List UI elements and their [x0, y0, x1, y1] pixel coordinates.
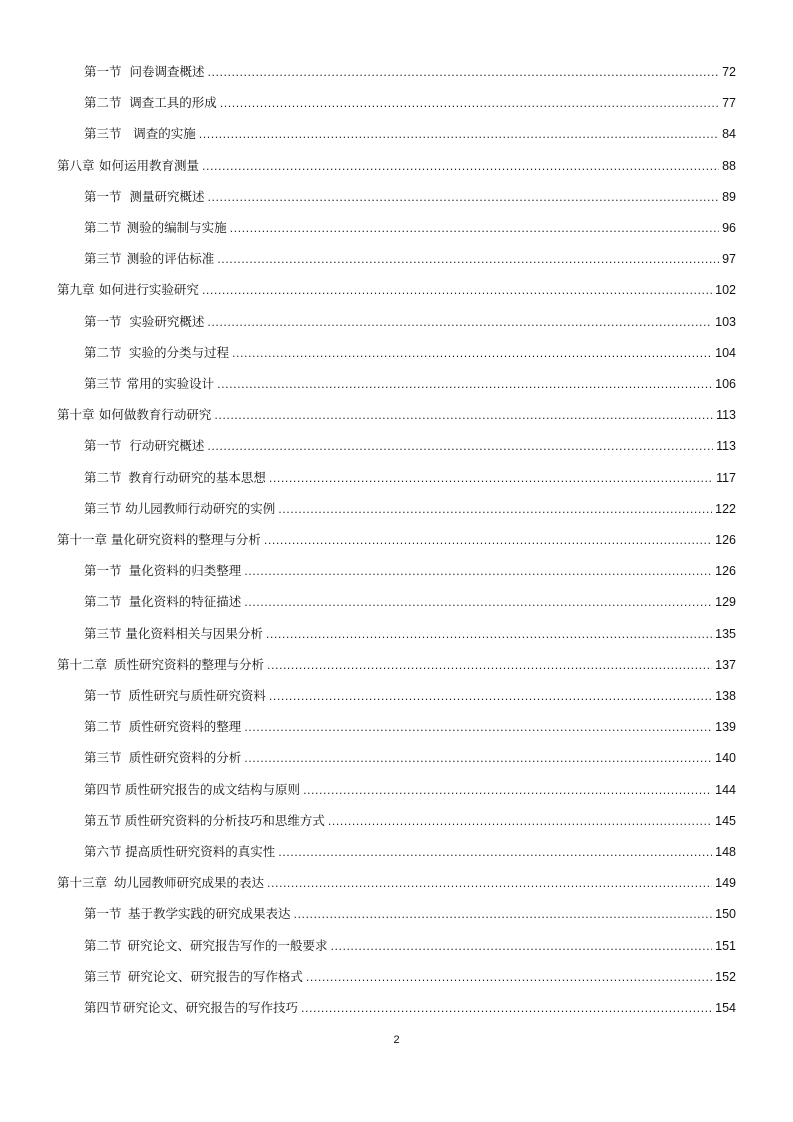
toc-entry-title: 调查工具的形成 [129, 95, 217, 111]
toc-leader-dots [269, 690, 712, 704]
toc-entry-title: 研究论文、研究报告的写作格式 [127, 968, 303, 984]
toc-leader-dots [207, 316, 712, 330]
toc-entry-page: 104 [715, 345, 736, 360]
toc-entry-title: 测量研究概述 [129, 188, 205, 204]
toc-leader-dots [217, 378, 712, 392]
toc-leader-dots [328, 815, 712, 829]
toc-section-row[interactable] [84, 778, 736, 798]
toc-entry-title: 调查的实施 [133, 126, 196, 142]
toc-entry-page: 103 [715, 314, 736, 329]
page-number: 2 [393, 1034, 400, 1046]
toc-section-row[interactable] [84, 902, 736, 922]
toc-chapter-row[interactable] [57, 653, 736, 673]
toc-section-row[interactable] [84, 185, 736, 205]
toc-section-row[interactable] [84, 715, 736, 735]
toc-leader-dots [199, 128, 719, 142]
toc-entry-label: 第一节 [84, 906, 122, 922]
toc-leader-dots [244, 596, 712, 610]
toc-leader-dots [264, 534, 712, 548]
toc-entry-title: 研究论文、研究报告写作的一般要求 [127, 937, 328, 953]
toc-section-row[interactable] [84, 434, 736, 454]
toc-entry-label: 第九章 [57, 282, 95, 298]
toc-leader-dots [294, 908, 713, 922]
toc-leader-dots [244, 752, 712, 766]
toc-entry-title: 幼儿园教师行动研究的实例 [125, 500, 276, 516]
toc-entry-label: 第二节 [84, 594, 122, 610]
toc-entry-label: 第八章 [57, 157, 95, 173]
toc-entry-label: 第二节 [84, 719, 122, 735]
toc-entry-title: 量化资料相关与因果分析 [125, 625, 263, 641]
toc-leader-dots [217, 253, 719, 267]
toc-entry-label: 第二节 [84, 220, 122, 235]
toc-entry-page: 149 [715, 876, 736, 891]
toc-entry-title: 问卷调查概述 [129, 64, 205, 79]
toc-entry-page: 138 [715, 689, 736, 703]
toc-leader-dots [267, 877, 712, 891]
toc-leader-dots [202, 284, 712, 298]
toc-section-row[interactable] [84, 809, 736, 829]
toc-entry-title: 测验的评估标准 [126, 251, 215, 267]
toc-leader-dots [207, 440, 713, 454]
toc-section-row[interactable] [84, 310, 736, 330]
toc-entry-title: 质性研究资料的整理 [128, 719, 242, 735]
toc-entry-page: 126 [715, 564, 736, 579]
toc-entry-page: 84 [722, 127, 736, 142]
toc-entry-title: 如何做教育行动研究 [98, 407, 212, 423]
toc-section-row[interactable] [84, 996, 736, 1016]
toc-entry-page: 126 [715, 533, 736, 547]
toc-entry-label: 第十一章 [57, 532, 108, 547]
toc-entry-page: 148 [715, 845, 736, 859]
toc-entry-page: 77 [722, 96, 736, 111]
toc-leader-dots [244, 721, 712, 735]
toc-entry-page: 113 [716, 439, 736, 454]
toc-section-row[interactable] [84, 746, 736, 766]
toc-entry-title: 质性研究资料的整理与分析 [113, 656, 264, 672]
toc-entry-label: 第三节 [84, 500, 122, 516]
toc-entry-title: 量化资料的特征描述 [128, 594, 242, 610]
toc-leader-dots [207, 66, 719, 80]
toc-leader-dots [220, 97, 719, 111]
toc-entry-title: 质性研究报告的成文结构与原则 [125, 781, 301, 797]
toc-section-row[interactable] [84, 559, 736, 579]
toc-section-row[interactable] [84, 341, 736, 361]
toc-leader-dots [306, 971, 712, 985]
toc-section-row[interactable] [84, 840, 736, 860]
toc-entry-title: 实验研究概述 [129, 313, 205, 329]
toc-entry-title: 行动研究概述 [129, 438, 205, 454]
toc-leader-dots [232, 347, 712, 361]
toc-leader-dots [267, 659, 712, 673]
toc-entry-label: 第一节 [84, 688, 122, 703]
toc-entry-page: 150 [715, 907, 736, 922]
toc-entry-page: 96 [722, 221, 736, 235]
toc-section-row[interactable] [84, 122, 736, 142]
toc-section-row[interactable] [84, 216, 736, 236]
toc-chapter-row[interactable] [57, 403, 736, 423]
toc-section-row[interactable] [84, 934, 736, 954]
toc-entry-label: 第三节 [84, 625, 122, 641]
toc-entry-label: 第一节 [84, 64, 122, 79]
toc-chapter-row[interactable] [57, 871, 736, 891]
toc-leader-dots [301, 1002, 712, 1016]
toc-entry-label: 第四节 [84, 1000, 122, 1015]
toc-entry-label: 第三节 [84, 126, 122, 142]
toc-entry-title: 测验的编制与实施 [126, 220, 227, 235]
toc-section-row[interactable] [84, 497, 736, 517]
toc-entry-title: 量化研究资料的整理与分析 [110, 532, 261, 547]
toc-entry-page: 89 [722, 189, 736, 204]
toc-entry-title: 研究论文、研究报告的写作技巧 [122, 1000, 298, 1015]
toc-entry-label: 第三节 [84, 251, 122, 267]
toc-chapter-row[interactable] [57, 278, 736, 298]
toc-section-row[interactable] [84, 372, 736, 392]
toc-entry-label: 第一节 [84, 563, 122, 579]
toc-leader-dots [207, 191, 719, 205]
toc-section-row[interactable] [84, 91, 736, 111]
toc-chapter-row[interactable] [57, 528, 736, 548]
toc-entry-label: 第一节 [84, 438, 122, 454]
toc-entry-label: 第三节 [84, 376, 122, 391]
toc-entry-page: 140 [715, 751, 736, 766]
toc-entry-page: 154 [715, 1001, 736, 1015]
toc-entry-title: 基于教学实践的研究成果表达 [128, 906, 291, 922]
toc-entry-page: 151 [715, 938, 736, 953]
toc-entry-title: 量化资料的归类整理 [128, 563, 242, 579]
toc-section-row[interactable] [84, 965, 736, 985]
toc-entry-page: 102 [715, 283, 736, 298]
toc-entry-page: 145 [715, 813, 736, 828]
toc-leader-dots [330, 940, 712, 954]
toc-section-row[interactable] [84, 622, 736, 642]
toc-leader-dots [303, 784, 712, 798]
toc-entry-page: 129 [715, 595, 736, 610]
toc-entry-label: 第十章 [57, 407, 95, 423]
toc-entry-label: 第二节 [84, 937, 122, 953]
toc-leader-dots [278, 503, 712, 517]
toc-entry-title: 教育行动研究的基本思想 [128, 469, 266, 485]
toc-leader-dots [278, 846, 712, 860]
toc-entry-page: 135 [715, 626, 736, 641]
toc-entry-title: 实验的分类与过程 [128, 344, 229, 360]
toc-entry-label: 第五节 [84, 812, 122, 828]
toc-entry-label: 第十二章 [57, 656, 108, 672]
toc-leader-dots [266, 628, 712, 642]
toc-entry-title: 如何运用教育测量 [98, 157, 199, 173]
toc-entry-page: 72 [722, 65, 736, 79]
toc-leader-dots [214, 409, 713, 423]
toc-entry-label: 第二节 [84, 95, 122, 111]
toc-entry-label: 第三节 [84, 968, 122, 984]
toc-entry-title: 幼儿园教师研究成果的表达 [113, 875, 264, 891]
toc-entry-page: 113 [716, 408, 736, 423]
toc-entry-title: 质性研究资料的分析 [128, 750, 242, 766]
toc-entry-page: 139 [715, 720, 736, 735]
toc-leader-dots [244, 565, 712, 579]
toc-entry-page: 152 [715, 969, 736, 984]
toc-leader-dots [269, 472, 713, 486]
toc-section-row[interactable] [84, 684, 736, 704]
toc-chapter-row[interactable] [57, 154, 736, 174]
toc-entry-title: 如何进行实验研究 [98, 282, 199, 298]
toc-section-row[interactable] [84, 247, 736, 267]
toc-entry-label: 第十三章 [57, 875, 108, 891]
toc-section-row[interactable] [84, 466, 736, 486]
toc-entry-title: 常用的实验设计 [126, 376, 215, 391]
toc-leader-dots [202, 160, 719, 174]
toc-entry-label: 第二节 [84, 469, 122, 485]
toc-entry-title: 质性研究资料的分析技巧和思维方式 [124, 812, 325, 828]
toc-entry-page: 137 [715, 657, 736, 672]
toc-entry-label: 第一节 [84, 313, 122, 329]
toc-entry-page: 97 [722, 252, 736, 267]
toc-entry-label: 第一节 [84, 188, 122, 204]
toc-entry-title: 提高质性研究资料的真实性 [125, 844, 276, 859]
toc-entry-page: 88 [722, 158, 736, 173]
toc-entry-page: 106 [715, 377, 736, 391]
toc-entry-page: 144 [715, 782, 736, 797]
toc-entry-page: 117 [716, 470, 736, 485]
toc-entry-title: 质性研究与质性研究资料 [128, 688, 266, 703]
toc-entry-page: 122 [715, 501, 736, 516]
toc-entry-label: 第二节 [84, 344, 122, 360]
toc-section-row[interactable] [84, 60, 736, 80]
toc-entry-label: 第六节 [84, 844, 122, 859]
toc-leader-dots [230, 222, 720, 236]
toc-section-row[interactable] [84, 590, 736, 610]
toc-entry-label: 第三节 [84, 750, 122, 766]
toc-entry-label: 第四节 [84, 781, 122, 797]
